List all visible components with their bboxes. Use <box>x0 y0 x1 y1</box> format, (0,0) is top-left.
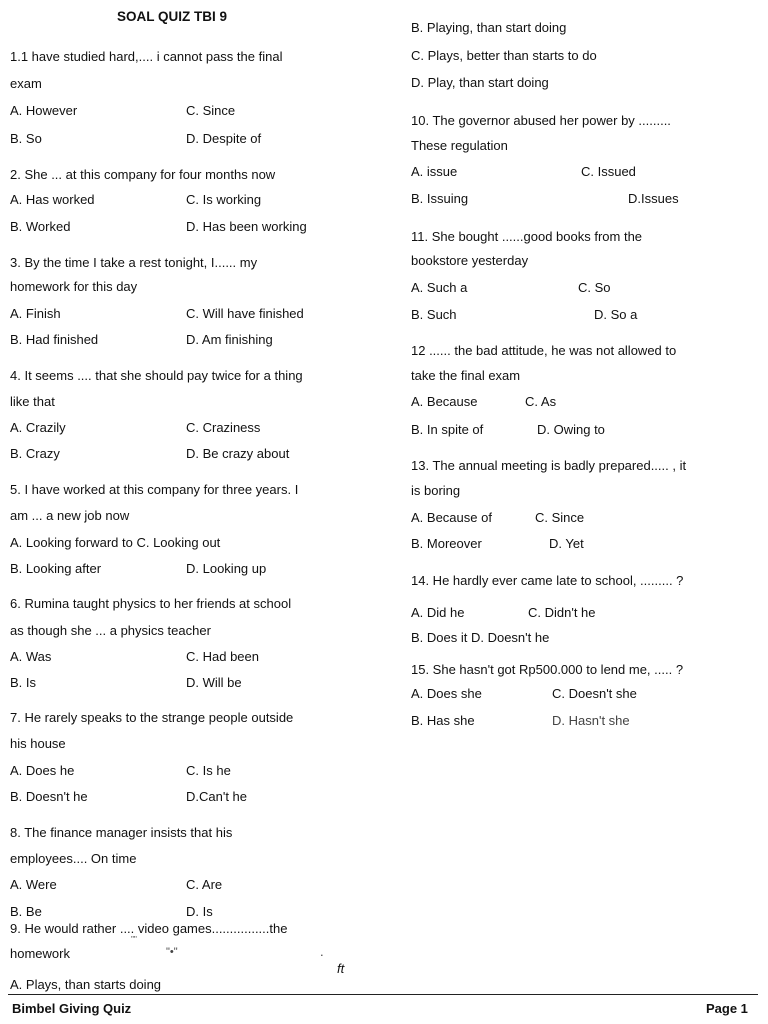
question-14-option-a: A. Did he <box>411 605 465 620</box>
question-5-stem-cont: am ... a new job now <box>10 508 130 523</box>
question-8-option-d: D. Is <box>186 904 213 919</box>
question-11-option-b: B. Such <box>411 307 457 322</box>
question-8-option-a: A. Were <box>10 877 57 892</box>
question-5-option-d: D. Looking up <box>186 561 267 576</box>
question-10-option-b: B. Issuing <box>411 191 469 206</box>
page-title: SOAL QUIZ TBI 9 <box>117 9 228 24</box>
question-7-stem: 7. He rarely speaks to the strange people outside <box>10 710 294 725</box>
question-9-stem: 9. He would rather .... video games................the <box>10 921 288 936</box>
question-15-option-b: B. Has she <box>411 713 475 728</box>
question-1-option-c: C. Since <box>186 103 236 118</box>
question-6-option-c: C. Had been <box>186 649 259 664</box>
question-11-stem: 11. She bought ......good books from the <box>411 229 643 244</box>
question-2-option-b: B. Worked <box>10 219 71 234</box>
question-7-stem-cont: his house <box>10 736 66 751</box>
question-5-option-b: B. Looking after <box>10 561 102 576</box>
question-4-option-c: C. Craziness <box>186 420 261 435</box>
question-3-option-d: D. Am finishing <box>186 332 273 347</box>
question-10-option-c: C. Issued <box>581 164 636 179</box>
question-8-stem: 8. The finance manager insists that his <box>10 825 233 840</box>
footer-title: Bimbel Giving Quiz <box>12 1001 132 1016</box>
scan-mark: "•" <box>166 946 178 958</box>
question-2-option-d: D. Has been working <box>186 219 307 234</box>
question-12-option-a: A. Because <box>411 394 478 409</box>
question-9-option-b: B. Playing, than start doing <box>411 20 567 35</box>
question-15-option-d: D. Hasn't she <box>552 713 630 728</box>
question-6-stem-cont: as though she ... a physics teacher <box>10 623 211 638</box>
question-2-stem: 2. She ... at this company for four months now <box>10 167 276 182</box>
question-13-option-c: C. Since <box>535 510 585 525</box>
question-4-option-d: D. Be crazy about <box>186 446 290 461</box>
question-3-stem: 3. By the time I take a rest tonight, I...... my <box>10 255 258 270</box>
question-1-stem-cont: exam <box>10 76 42 91</box>
question-2-option-a: A. Has worked <box>10 192 95 207</box>
question-4-stem: 4. It seems .... that she should pay twice for a thing <box>10 368 303 383</box>
question-7-option-b: B. Doesn't he <box>10 789 88 804</box>
question-4-option-a: A. Crazily <box>10 420 66 435</box>
question-1-option-d: D. Despite of <box>186 131 262 146</box>
question-15-option-c: C. Doesn't she <box>552 686 637 701</box>
question-13-option-d: D. Yet <box>549 536 584 551</box>
question-9-option-c: C. Plays, better than starts to do <box>411 48 597 63</box>
question-6-option-b: B. Is <box>10 675 37 690</box>
question-9-option-d: D. Play, than start doing <box>411 75 549 90</box>
question-3-option-c: C. Will have finished <box>186 306 304 321</box>
question-7-option-a: A. Does he <box>10 763 75 778</box>
question-8-option-b: B. Be <box>10 904 42 919</box>
question-3-option-b: B. Had finished <box>10 332 99 347</box>
question-10-option-a: A. issue <box>411 164 458 179</box>
question-1-option-b: B. So <box>10 131 42 146</box>
question-12-option-b: B. In spite of <box>411 422 484 437</box>
question-2-option-c: C. Is working <box>186 192 262 207</box>
scan-mark: ft <box>337 961 345 976</box>
question-15-stem: 15. She hasn't got Rp500.000 to lend me, ..... ? <box>411 662 684 677</box>
question-10-option-d: D.Issues <box>628 191 679 206</box>
question-1-option-a: A. However <box>10 103 78 118</box>
question-3-option-a: A. Finish <box>10 306 61 321</box>
question-10-stem-cont: These regulation <box>411 138 508 153</box>
question-7-option-c: C. Is he <box>186 763 231 778</box>
question-8-option-c: C. Are <box>186 877 223 892</box>
question-15-option-a: A. Does she <box>411 686 482 701</box>
question-11-option-a: A. Such a <box>411 280 468 295</box>
question-11-stem-cont: bookstore yesterday <box>411 253 529 268</box>
question-12-option-d: D. Owing to <box>537 422 605 437</box>
question-13-stem-cont: is boring <box>411 483 461 498</box>
question-4-stem-cont: like that <box>10 394 55 409</box>
question-9-option-a: A. Plays, than starts doing <box>10 977 162 992</box>
question-6-option-d: D. Will be <box>186 675 242 690</box>
question-13-stem: 13. The annual meeting is badly prepared..... , it <box>411 458 687 473</box>
question-11-option-d: D. So a <box>594 307 638 322</box>
question-3-stem-cont: homework for this day <box>10 279 138 294</box>
question-12-stem: 12 ...... the bad attitude, he was not allowed to <box>411 343 677 358</box>
question-13-option-a: A. Because of <box>411 510 492 525</box>
footer-divider <box>8 994 758 995</box>
question-6-option-a: A. Was <box>10 649 52 664</box>
question-13-option-b: B. Moreover <box>411 536 482 551</box>
question-5-stem: 5. I have worked at this company for three years. I <box>10 482 299 497</box>
question-6-stem: 6. Rumina taught physics to her friends at school <box>10 596 292 611</box>
question-14-option-b: B. Does it D. Doesn't he <box>411 630 550 645</box>
question-8-stem-cont: employees.... On time <box>10 851 137 866</box>
question-7-option-d: D.Can't he <box>186 789 248 804</box>
question-4-option-b: B. Crazy <box>10 446 60 461</box>
page-number: Page 1 <box>706 1001 748 1016</box>
question-14-option-c: C. Didn't he <box>528 605 596 620</box>
question-1-stem: 1.1 have studied hard,.... i cannot pass the final <box>10 49 283 64</box>
question-5-option-a: A. Looking forward to C. Looking out <box>10 535 221 550</box>
question-11-option-c: C. So <box>578 280 611 295</box>
question-14-stem: 14. He hardly ever came late to school, ......... ? <box>411 573 684 588</box>
question-10-stem: 10. The governor abused her power by ......... <box>411 113 671 128</box>
question-12-option-c: C. As <box>525 394 557 409</box>
question-12-stem-cont: take the final exam <box>411 368 521 383</box>
question-9-stem-cont: homework <box>10 946 70 961</box>
scan-mark: '"' <box>131 935 137 944</box>
scan-mark: . <box>320 944 324 959</box>
